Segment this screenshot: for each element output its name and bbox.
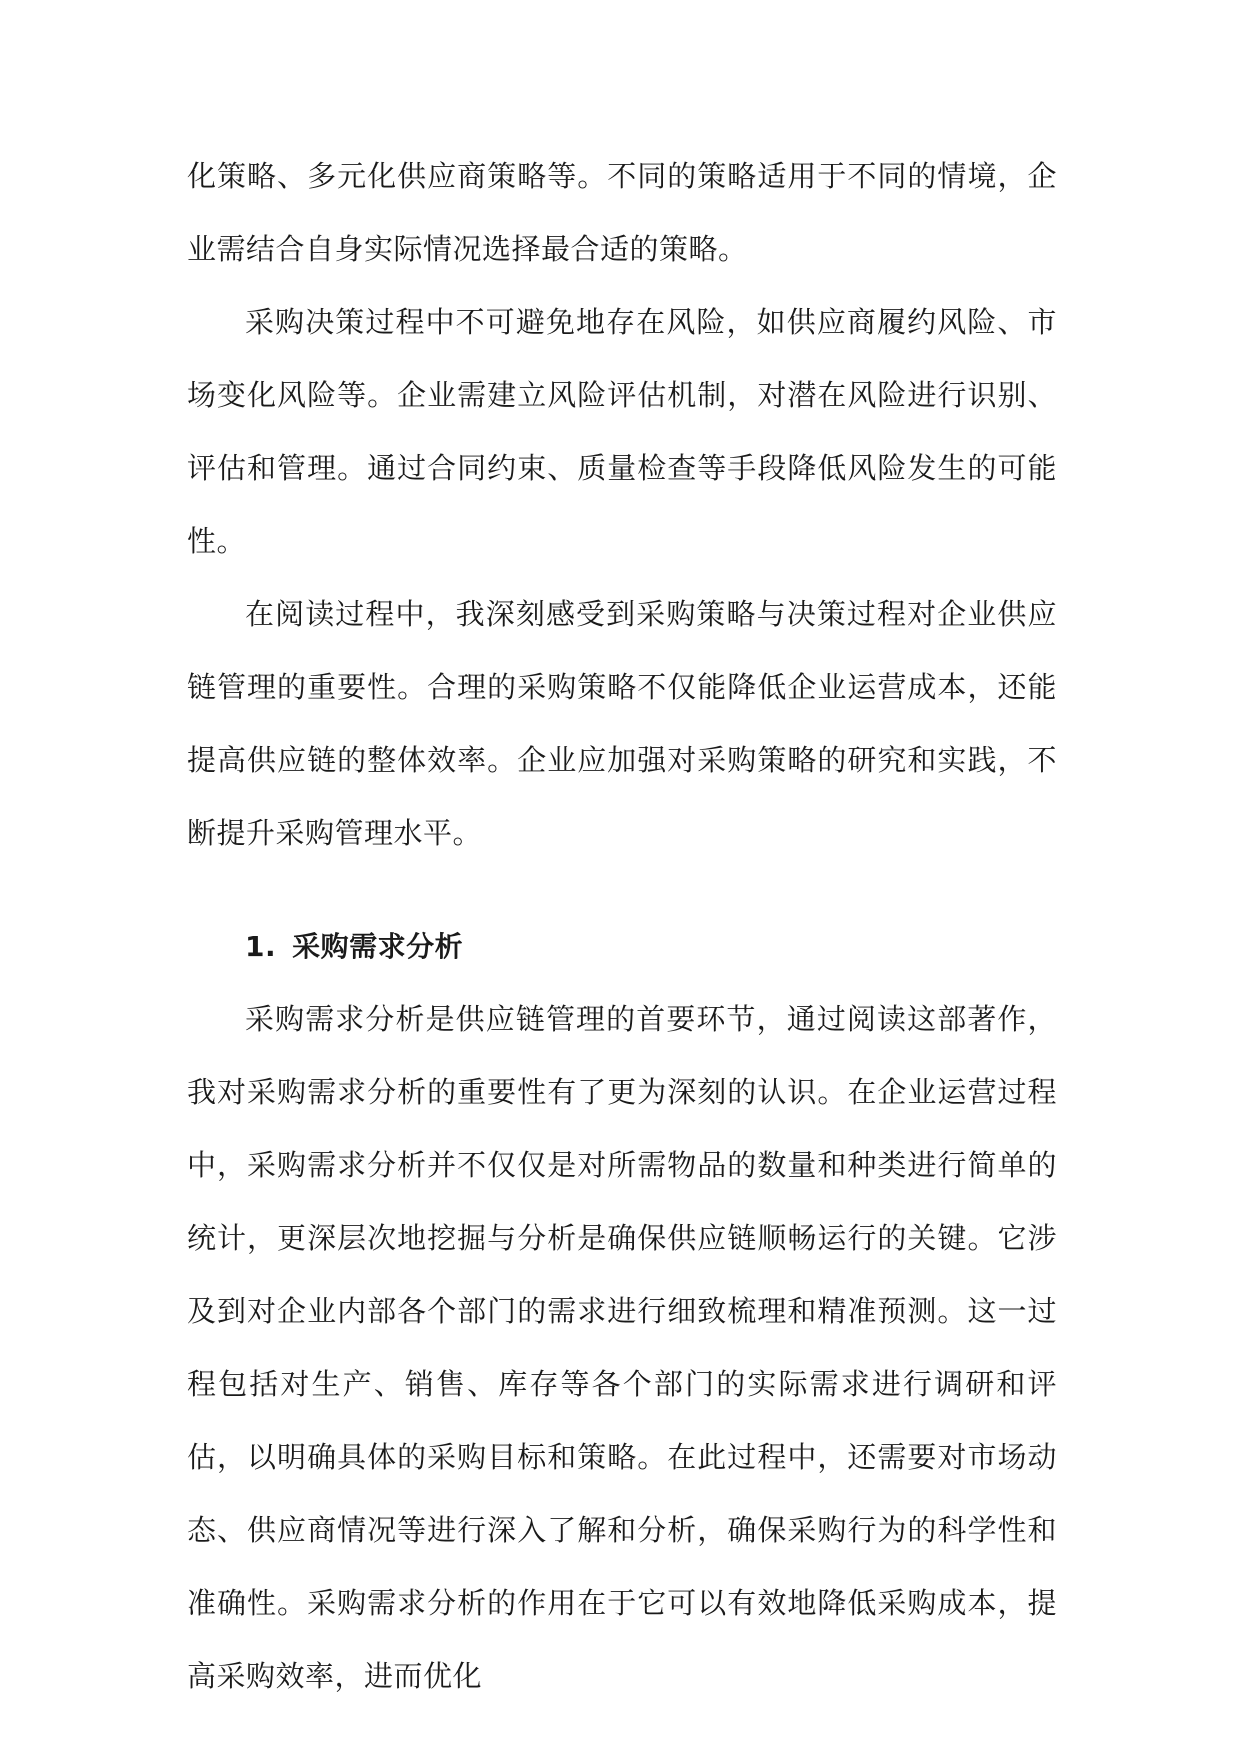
- section-heading: [187, 910, 1057, 983]
- section-title: 采购需求分析: [292, 930, 464, 963]
- paragraph-reflection: 在阅读过程中，我深刻感受到采购策略与决策过程对企业供应链管理的重要性。合理的采购策略不仅能降低企业运营成本，还能提高供应链的整体效率。企业应加强对采购策略的研究和实践，不断提升采购管理水平。: [187, 597, 1057, 850]
- document-body: [187, 140, 1057, 1713]
- paragraph-risk: 采购决策过程中不可避免地存在风险，如供应商履约风险、市场变化风险等。企业需建立风险评估机制，对潜在风险进行识别、评估和管理。通过合同约束、质量检查等手段降低风险发生的可能性。: [187, 305, 1057, 558]
- section-number: 1.: [245, 930, 277, 963]
- paragraph-strategy-intro: 化策略、多元化供应商策略等。不同的策略适用于不同的情境，企业需结合自身实际情况选择最合适的策略。: [187, 159, 1057, 266]
- paragraph-demand-analysis: 采购需求分析是供应链管理的首要环节，通过阅读这部著作，我对采购需求分析的重要性有了更为深刻的认识。在企业运营过程中，采购需求分析并不仅仅是对所需物品的数量和种类进行简单的统计，更深层次地挖掘与分析是确保供应链顺畅运行的关键。它涉及到对企业内部各个部门的需求进行细致梳理和精准预测。这一过程包括对生产、销售、库存等各个部门的实际需求进行调研和评估，以明确具体的采购目标和策略。在此过程中，还需要对市场动态、供应商情况等进行深入了解和分析，确保采购行为的科学性和准确性。采购需求分析的作用在于它可以有效地降低采购成本，提高采购效率，进而优化: [187, 1002, 1057, 1693]
